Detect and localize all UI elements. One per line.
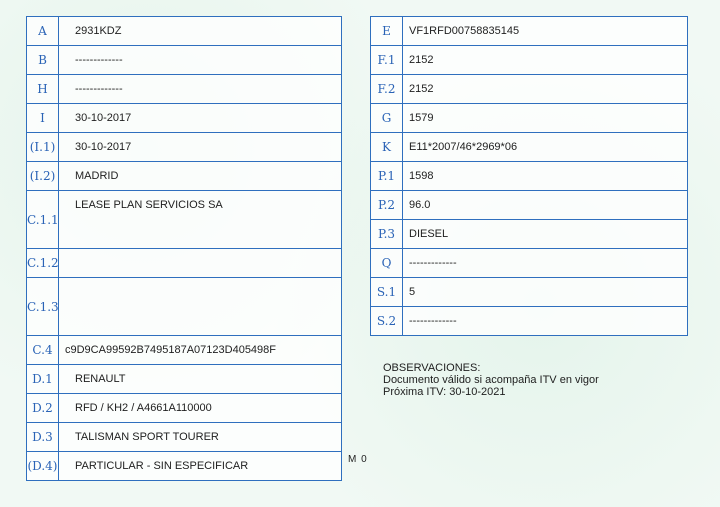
left-field-table (26, 16, 342, 481)
field-row-i2 (27, 162, 342, 191)
field-code: C.4 (27, 336, 59, 365)
field-row-f1 (371, 46, 688, 75)
field-value: 2152 (403, 46, 688, 75)
field-code: C.1.1 (27, 191, 59, 249)
field-row-i1 (27, 133, 342, 162)
field-value: 96.0 (403, 191, 688, 220)
field-row-b (27, 46, 342, 75)
field-value: 2931KDZ (59, 17, 342, 46)
field-code: (I.1) (27, 133, 59, 162)
field-value: 1598 (403, 162, 688, 191)
field-row-p2 (371, 191, 688, 220)
field-row-e (371, 17, 688, 46)
field-value: LEASE PLAN SERVICIOS SA (59, 191, 342, 249)
field-value: VF1RFD00758835145 (403, 17, 688, 46)
field-value: 1579 (403, 104, 688, 133)
field-code: D.2 (27, 394, 59, 423)
field-code: C.1.2 (27, 249, 59, 278)
field-row-s2 (371, 307, 688, 336)
field-code: C.1.3 (27, 278, 59, 336)
observations-line: Próxima ITV: 30-10-2021 (383, 386, 506, 398)
field-row-q (371, 249, 688, 278)
observations-heading: OBSERVACIONES: (383, 362, 481, 374)
field-value: ------------- (59, 46, 342, 75)
field-row-c12 (27, 249, 342, 278)
field-code: P.1 (371, 162, 403, 191)
field-code: Q (371, 249, 403, 278)
field-code: S.2 (371, 307, 403, 336)
field-value: MADRID (59, 162, 342, 191)
field-value: c9D9CA99592B7495187A07123D405498F (59, 336, 342, 365)
observations-line: Documento válido si acompaña ITV en vigor (383, 374, 599, 386)
field-row-c13 (27, 278, 342, 336)
field-value: 2152 (403, 75, 688, 104)
field-code: D.3 (27, 423, 59, 452)
field-code: F.1 (371, 46, 403, 75)
field-row-c11 (27, 191, 342, 249)
field-value: RFD / KH2 / A4661A110000 (59, 394, 342, 423)
field-code: E (371, 17, 403, 46)
field-value: RENAULT (59, 365, 342, 394)
field-code: B (27, 46, 59, 75)
field-value: ------------- (403, 249, 688, 278)
field-code: G (371, 104, 403, 133)
field-row-k (371, 133, 688, 162)
field-code: A (27, 17, 59, 46)
field-code: (D.4) (27, 452, 59, 481)
field-code: P.2 (371, 191, 403, 220)
field-code: K (371, 133, 403, 162)
field-code: S.1 (371, 278, 403, 307)
field-row-f2 (371, 75, 688, 104)
field-value: 30-10-2017 (59, 104, 342, 133)
field-row-p3 (371, 220, 688, 249)
field-row-d4 (27, 452, 342, 481)
field-value: E11*2007/46*2969*06 (403, 133, 688, 162)
field-row-i (27, 104, 342, 133)
field-row-d1 (27, 365, 342, 394)
field-row-h (27, 75, 342, 104)
field-value: 5 (403, 278, 688, 307)
field-code: D.1 (27, 365, 59, 394)
field-row-c4 (27, 336, 342, 365)
field-code: I (27, 104, 59, 133)
field-row-d3 (27, 423, 342, 452)
field-row-a (27, 17, 342, 46)
field-row-d2 (27, 394, 342, 423)
field-value (59, 278, 342, 336)
right-field-table (370, 16, 688, 336)
field-value: ------------- (59, 75, 342, 104)
field-code: F.2 (371, 75, 403, 104)
observations-block (383, 362, 599, 398)
field-value: DIESEL (403, 220, 688, 249)
field-value: ------------- (403, 307, 688, 336)
field-value (59, 249, 342, 278)
field-row-s1 (371, 278, 688, 307)
field-code: H (27, 75, 59, 104)
field-value: 30-10-2017 (59, 133, 342, 162)
field-row-g (371, 104, 688, 133)
field-code: P.3 (371, 220, 403, 249)
document-mark: M 0 (348, 454, 368, 465)
field-value: PARTICULAR - SIN ESPECIFICAR (59, 452, 342, 481)
field-code: (I.2) (27, 162, 59, 191)
field-row-p1 (371, 162, 688, 191)
field-value: TALISMAN SPORT TOURER (59, 423, 342, 452)
